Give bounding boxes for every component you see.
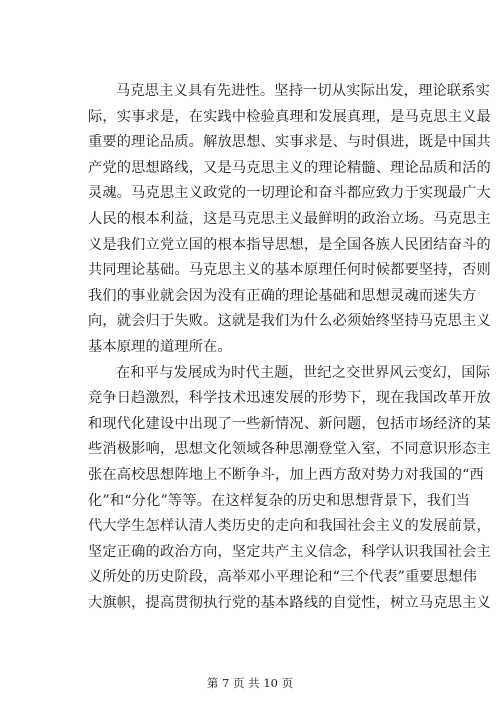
text-line: 义是我们立党立国的根本指导思想，是全国各族人民团结奋斗的 — [88, 236, 491, 253]
text-line: 马克思主义具有先进性。坚持一切从实际出发，理论联系实 — [116, 83, 491, 99]
text-line: 化”和“分化”等等。在这样复杂的历史和思想背景下，我们当 — [88, 492, 471, 509]
page-number-footer: 第 7 页 共 10 页 — [206, 676, 294, 690]
text-line: 我们的事业就会因为没有正确的理论基础和思想灵魂而迷失方 — [88, 287, 477, 304]
text-line: 坚定正确的政治方向，坚定共产主义信念，科学认识我国社会主 — [88, 543, 491, 560]
text-line: 些消极影响，思想文化领域各种思潮登堂入室，不同意识形态主 — [88, 441, 491, 458]
text-line: 代大学生怎样认清人类历史的走向和我国社会主义的发展前景， — [88, 518, 491, 535]
text-line: 共同理论基础。马克思主义的基本原理任何时候都要坚持，否则 — [88, 262, 491, 279]
text-line: 张在高校思想阵地上不断争斗，加上西方敌对势力对我国的“西 — [88, 466, 484, 483]
text-line: 重要的理论品质。解放思想、实事求是、与时俱进，既是中国共 — [88, 134, 491, 151]
text-line: 灵魂。马克思主义政党的一切理论和奋斗都应致力于实现最广大 — [88, 185, 491, 202]
text-line: 竞争日趋激烈，科学技术迅速发展的形势下，现在我国改革开放 — [88, 390, 491, 407]
text-line: 向，就会归于失败。这就是我们为什么必须始终坚持马克思主义 — [88, 313, 491, 330]
text-line: 际，实事求是，在实践中检验真理和发展真理，是马克思主义最 — [88, 108, 491, 125]
text-line: 基本原理的道理所在。 — [88, 338, 232, 355]
text-line: 义所处的历史阶段，高举邓小平理论和“三个代表”重要思想伟 — [88, 569, 477, 586]
text-line: 在和平与发展成为时代主题，世纪之交世界风云变幻，国际 — [116, 364, 491, 381]
document-body — [88, 79, 491, 616]
text-line: 产党的思想路线，又是马克思主义的理论精髓、理论品质和活的 — [88, 159, 491, 176]
text-line: 人民的根本利益，这是马克思主义最鲜明的政治立场。马克思主 — [88, 210, 491, 227]
text-line: 和现代化建设中出现了一些新情况、新问题，包括市场经济的某 — [88, 415, 491, 432]
text-line: 大旗帜，提高贯彻执行党的基本路线的自觉性，树立马克思主义 — [88, 594, 491, 611]
